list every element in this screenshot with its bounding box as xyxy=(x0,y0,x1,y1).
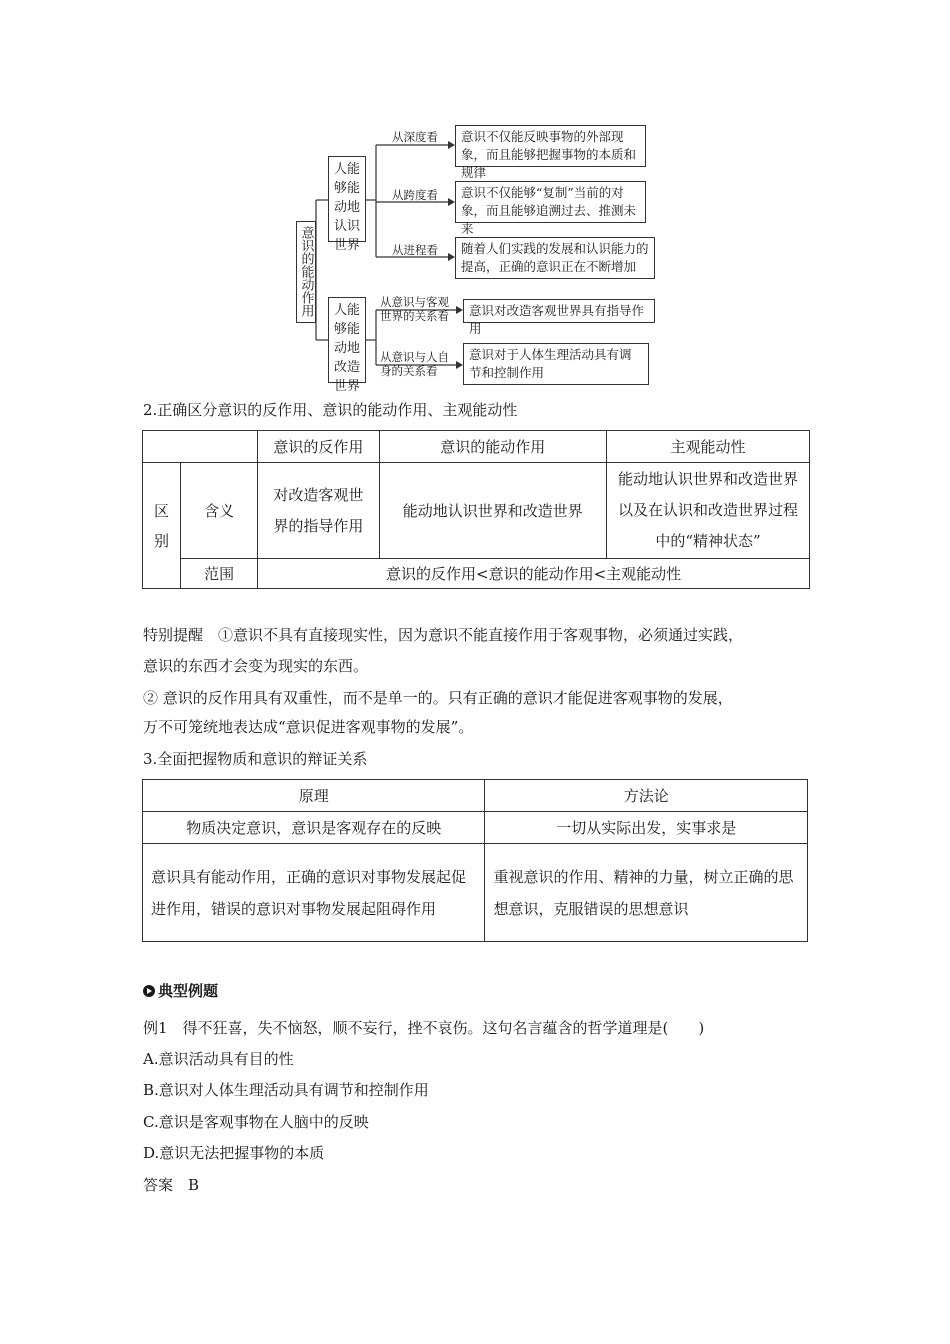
table-header-row xyxy=(143,780,808,812)
via-objective-label: 从意识与客观世界的关系看 xyxy=(380,295,449,323)
cell-meaning-subjective: 能动地认识世界和改造世界以及在认识和改造世界过程中的“精神状态” xyxy=(607,463,810,559)
node-span: 意识不仅能够“复制”当前的对象，而且能够追溯过去、推测未来 xyxy=(455,181,646,223)
section3-heading: 3.全面把握物质和意识的辩证关系 xyxy=(143,750,368,768)
comparison-table xyxy=(142,430,810,589)
branch-understand-world: 人能够能动地认识世界 xyxy=(328,156,366,242)
cell-meaning-initiative: 能动地认识世界和改造世界 xyxy=(379,463,606,559)
option-c: C.意识是客观事物在人脑中的反映 xyxy=(143,1113,369,1131)
section2-heading: 2.正确区分意识的反作用、意识的能动作用、主观能动性 xyxy=(143,401,518,419)
cell-scope: 意识的反作用<意识的能动作用<主观能动性 xyxy=(258,559,810,589)
principle-cell: 物质决定意识，意识是客观存在的反映 xyxy=(143,812,485,844)
corner-cell xyxy=(143,431,258,463)
examples-heading-row xyxy=(143,979,218,1003)
option-a: A.意识活动具有目的性 xyxy=(143,1050,294,1068)
option-d: D.意识无法把握事物的本质 xyxy=(143,1144,325,1162)
table-row xyxy=(143,812,808,844)
col-header-principle: 原理 xyxy=(143,780,485,812)
branch-transform-world: 人能够能动地改造世界 xyxy=(328,297,366,383)
reminder-line-1 xyxy=(143,623,743,647)
reminder-line-2: 意识的东西才会变为现实的东西。 xyxy=(143,657,369,675)
methodology-cell: 一切从实际出发，实事求是 xyxy=(485,812,808,844)
via-depth-label: 从深度看 xyxy=(392,130,438,144)
node-process: 随着人们实践的发展和认识能力的提高，正确的意识正在不断增加 xyxy=(455,237,655,279)
reminder-line-3: ② 意识的反作用具有双重性，而不是单一的。只有正确的意识才能促进客观事物的发展， xyxy=(143,689,733,707)
table-row xyxy=(143,844,808,942)
example-question: 例1 得不狂喜，失不恼怒，顺不妄行，挫不哀伤。这句名言蕴含的哲学道理是( ) xyxy=(143,1019,705,1037)
row-group-label: 区别 xyxy=(143,463,181,589)
via-span-label: 从跨度看 xyxy=(392,188,438,202)
methodology-cell: 重视意识的作用、精神的力量，树立正确的思想意识，克服错误的思想意识 xyxy=(485,844,808,942)
node-guidance: 意识对改造客观世界具有指导作用 xyxy=(463,299,655,323)
principle-cell: 意识具有能动作用，正确的意识对事物发展起促进作用，错误的意识对事物发展起阻碍作用 xyxy=(143,844,485,942)
col-header-subjective: 主观能动性 xyxy=(607,431,810,463)
row-label-meaning: 含义 xyxy=(181,463,258,559)
table-header-row xyxy=(143,431,810,463)
answer: 答案 B xyxy=(143,1176,200,1194)
col-header-methodology: 方法论 xyxy=(485,780,808,812)
reminder-label: 特别提醒 xyxy=(143,626,204,644)
via-self-label: 从意识与人自身的关系看 xyxy=(380,350,449,378)
diagram-root: 意识的能动作用 xyxy=(296,221,316,323)
node-depth: 意识不仅能反映事物的外部现象，而且能够把握事物的本质和规律 xyxy=(455,125,646,167)
option-b: B.意识对人体生理活动具有调节和控制作用 xyxy=(143,1081,429,1099)
reminder-line-4: 万不可笼统地表达成“意识促进客观事物的发展”。 xyxy=(143,718,474,736)
via-process-label: 从进程看 xyxy=(392,243,438,257)
dialectics-table xyxy=(142,779,808,942)
cell-meaning-reaction: 对改造客观世界的指导作用 xyxy=(258,463,379,559)
table-row xyxy=(143,463,810,559)
row-label-scope: 范围 xyxy=(181,559,258,589)
play-circle-icon xyxy=(143,985,155,997)
reminder-text-1a: ①意识不具有直接现实性，因为意识不能直接作用于客观事物，必须通过实践， xyxy=(218,626,744,644)
table-row xyxy=(143,559,810,589)
col-header-reaction: 意识的反作用 xyxy=(258,431,379,463)
examples-heading: 典型例题 xyxy=(158,982,219,1000)
col-header-initiative: 意识的能动作用 xyxy=(379,431,606,463)
node-regulation: 意识对于人体生理活动具有调节和控制作用 xyxy=(463,343,649,385)
